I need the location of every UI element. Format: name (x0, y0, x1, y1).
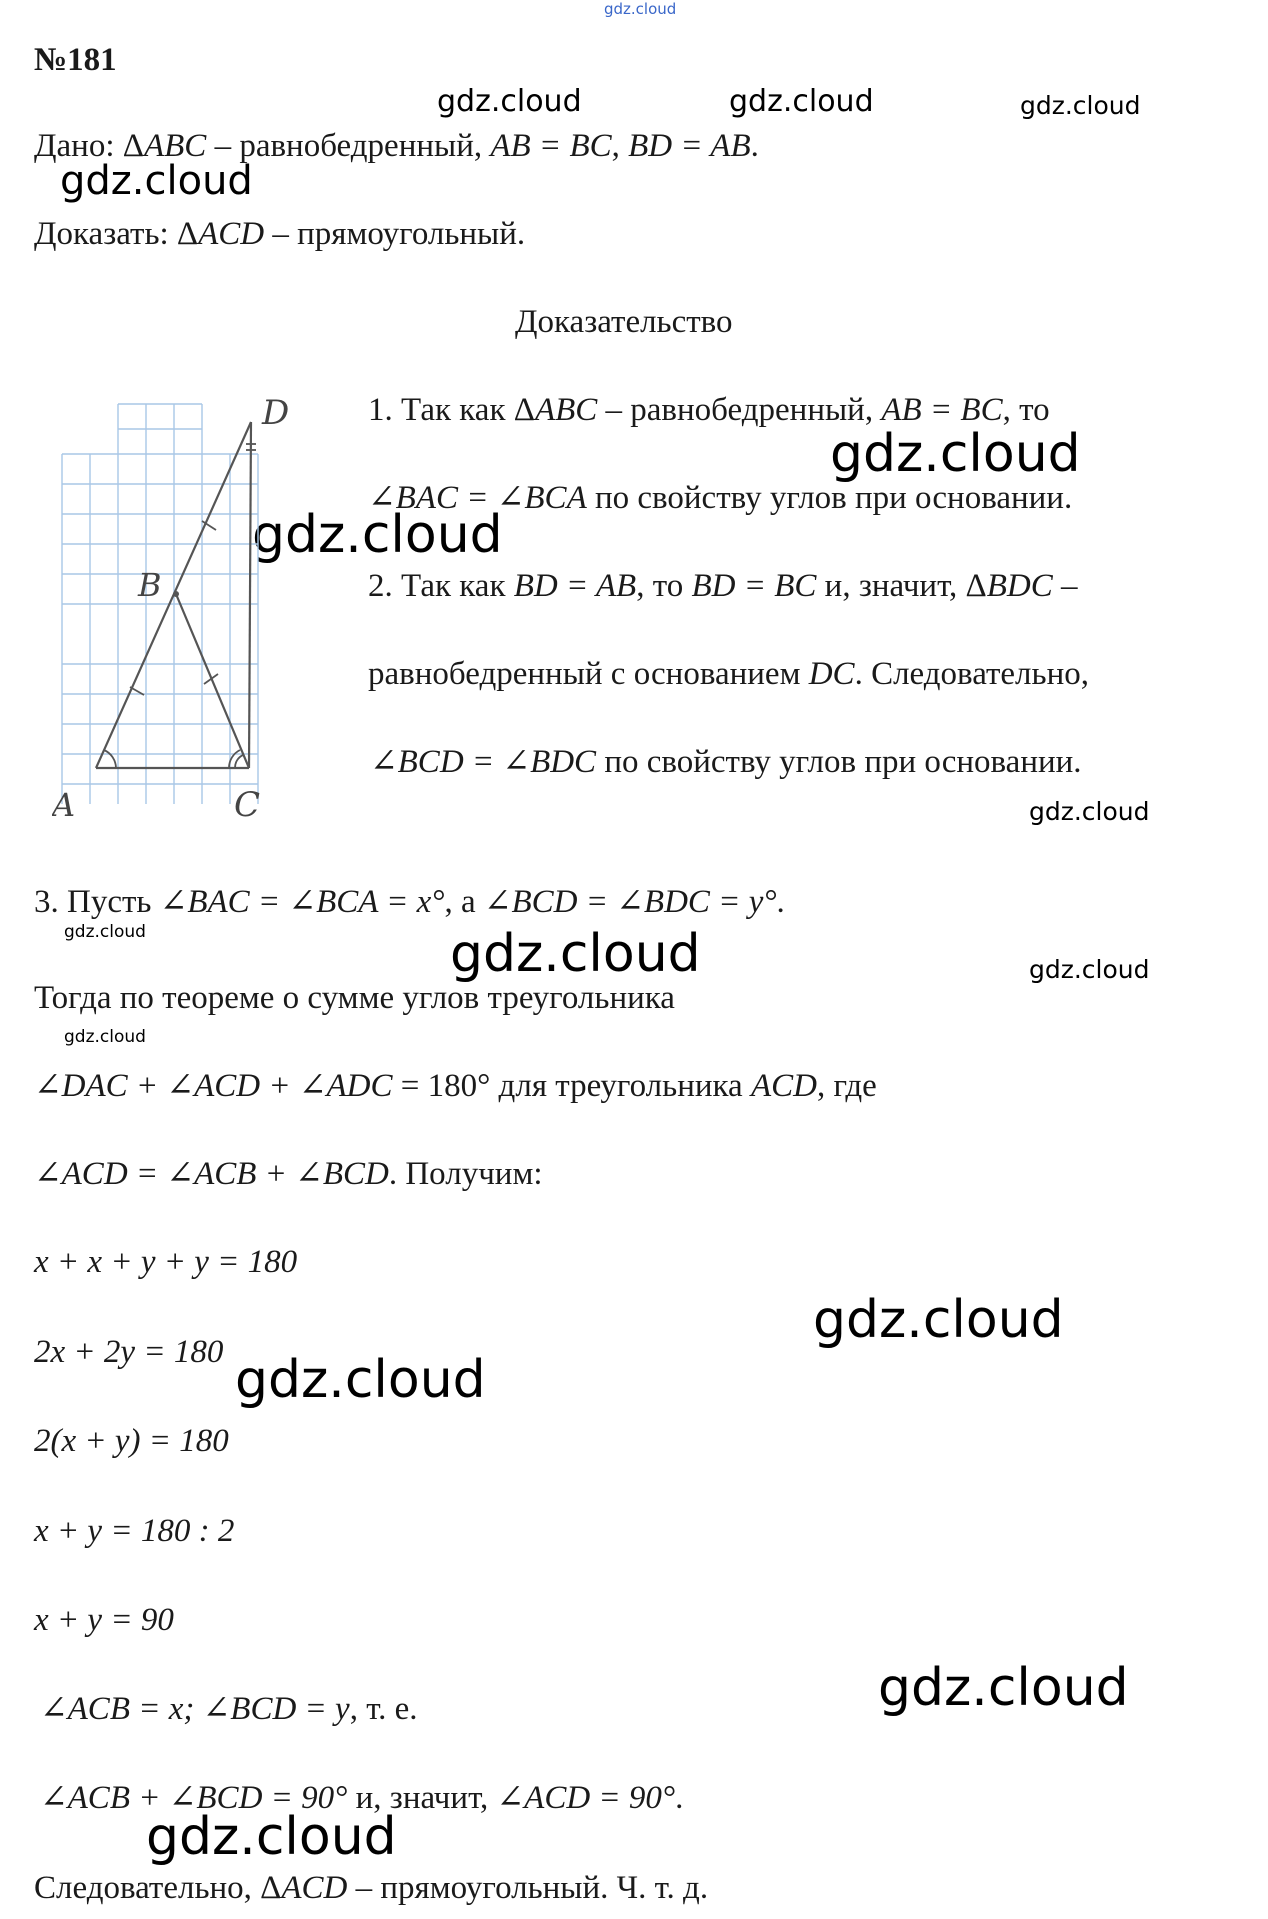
watermark: gdz.cloud (1020, 91, 1141, 120)
conclusion-line (34, 1872, 708, 1905)
math: ACD (281, 1870, 348, 1906)
math: BDC (986, 568, 1053, 604)
math: ∠BAC = ∠BCA (368, 480, 587, 516)
given-comma: , (611, 128, 629, 164)
watermark: gdz.cloud (146, 1807, 397, 1867)
text: = 180° для треугольника (392, 1068, 751, 1104)
text: по свойству углов при основании. (596, 744, 1082, 780)
text: , а (444, 884, 484, 920)
given-dash: – равнобедренный, (206, 128, 491, 164)
text: и, значит, Δ (816, 568, 987, 604)
math: AB = BC (881, 392, 1003, 428)
step2-line2 (368, 658, 1089, 691)
watermark: gdz.cloud (60, 158, 253, 204)
equation-4: x + y = 180 : 2 (34, 1513, 235, 1549)
math: DC (808, 656, 855, 692)
text: , т. е. (349, 1691, 418, 1727)
math: ABC (534, 392, 598, 428)
math: BD = BC (691, 568, 817, 604)
watermark: gdz.cloud (252, 505, 503, 565)
text: , где (816, 1068, 877, 1104)
given-prefix: Дано: (34, 128, 123, 164)
step1-line1 (368, 394, 1050, 427)
text: . Получим: (388, 1156, 543, 1192)
math: ∠BCD = ∠BDC = y° (483, 884, 777, 920)
triangle-figure (52, 384, 292, 824)
text: . (776, 884, 785, 920)
given-eq2: BD = AB (628, 128, 751, 164)
watermark: gdz.cloud (64, 922, 146, 942)
side-bc (176, 594, 249, 768)
watermark: gdz.cloud (813, 1290, 1064, 1350)
equation-1: x + x + y + y = 180 (34, 1244, 298, 1280)
prove-rest: – прямоугольный. (264, 216, 526, 252)
given-dot: . (750, 128, 759, 164)
text: . (675, 1780, 684, 1816)
step2-line3 (370, 746, 1082, 779)
text: , то (1002, 392, 1050, 428)
text: и, значит, (347, 1780, 497, 1816)
text: – равнобедренный, (597, 392, 882, 428)
step2-line1 (368, 570, 1078, 603)
point-b (173, 591, 179, 597)
grid-background (62, 404, 258, 804)
problem-number: №181 (34, 42, 117, 78)
label-b: B (138, 566, 162, 604)
text: 3. Пусть (34, 884, 160, 920)
math: ∠BAC = ∠BCA = x° (159, 884, 445, 920)
step1-line2 (368, 482, 1072, 515)
math: ∠ACD = 90° (496, 1780, 676, 1816)
label-c: C (234, 785, 261, 824)
math: ∠ACB = x; ∠BCD = y (40, 1691, 350, 1727)
step3-line4 (34, 1158, 543, 1191)
text: по свойству углов при основании. (586, 480, 1073, 516)
watermark-top: gdz.cloud (604, 0, 677, 18)
text: , то (636, 568, 692, 604)
label-d: D (262, 393, 290, 433)
equation-5: x + y = 90 (34, 1602, 174, 1638)
equation-3: 2(x + y) = 180 (34, 1423, 229, 1459)
watermark: gdz.cloud (729, 84, 874, 119)
math: BD = AB (513, 568, 637, 604)
text: . Следовательно, (854, 656, 1089, 692)
math: ACD (750, 1068, 817, 1104)
watermark: gdz.cloud (1029, 797, 1150, 826)
math: ∠ACD = ∠ACB + ∠BCD (34, 1156, 389, 1192)
result-line1 (40, 1693, 418, 1726)
math: ∠BCD = ∠BDC (370, 744, 597, 780)
watermark: gdz.cloud (64, 1027, 146, 1047)
equation-2: 2x + 2y = 180 (34, 1334, 224, 1370)
watermark: gdz.cloud (450, 924, 701, 984)
text: 1. Так как Δ (368, 392, 535, 428)
watermark: gdz.cloud (235, 1350, 486, 1410)
step3-line3 (34, 1070, 877, 1103)
math: ∠ACB + ∠BCD = 90° (40, 1780, 348, 1816)
watermark: gdz.cloud (830, 424, 1081, 484)
prove-acd: ACD (198, 216, 265, 252)
given-line (34, 130, 759, 163)
text: 2. Так как (368, 568, 514, 604)
prove-line (34, 218, 525, 251)
result-line2 (40, 1782, 683, 1815)
math: ∠DAC + ∠ACD + ∠ADC (34, 1068, 393, 1104)
text: – прямоугольный. Ч. т. д. (347, 1870, 709, 1906)
label-a: A (52, 786, 76, 824)
text: равнобедренный с основанием (368, 656, 809, 692)
proof-heading: Доказательство (515, 304, 733, 340)
given-eq1: AB = BC (490, 128, 612, 164)
text: – (1052, 568, 1078, 604)
watermark: gdz.cloud (437, 84, 582, 119)
side-dc (249, 422, 251, 768)
watermark: gdz.cloud (1029, 955, 1150, 984)
text: Следовательно, Δ (34, 1870, 282, 1906)
step3-line1 (34, 886, 785, 919)
given-abc: ABC (143, 128, 207, 164)
prove-prefix: Доказать: Δ (34, 216, 199, 252)
step3-line2: Тогда по теореме о сумме углов треугольника (34, 980, 675, 1016)
given-delta: Δ (122, 128, 144, 164)
watermark: gdz.cloud (878, 1658, 1129, 1718)
